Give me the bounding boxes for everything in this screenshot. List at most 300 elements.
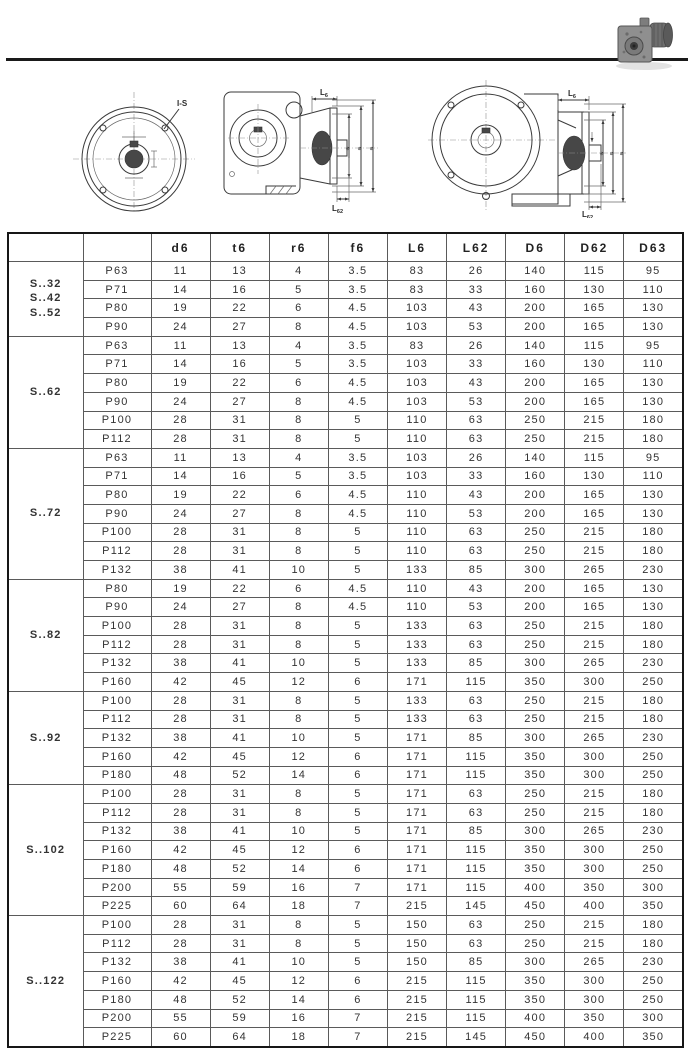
value-cell: 265 bbox=[565, 729, 624, 748]
value-cell: 400 bbox=[506, 878, 565, 897]
value-cell: 103 bbox=[387, 448, 446, 467]
value-cell: 53 bbox=[447, 392, 506, 411]
motor-size-cell: P132 bbox=[83, 561, 151, 580]
value-cell: 200 bbox=[506, 598, 565, 617]
value-cell: 250 bbox=[506, 617, 565, 636]
value-cell: 52 bbox=[210, 990, 269, 1009]
value-cell: 200 bbox=[506, 486, 565, 505]
value-cell: 103 bbox=[387, 374, 446, 393]
value-cell: 350 bbox=[506, 860, 565, 879]
callout-leader bbox=[164, 109, 179, 129]
value-cell: 250 bbox=[624, 841, 683, 860]
series-group-cell bbox=[8, 785, 83, 916]
value-cell: 14 bbox=[269, 860, 328, 879]
value-cell: 115 bbox=[447, 972, 506, 991]
value-cell: 300 bbox=[506, 822, 565, 841]
value-cell: 250 bbox=[506, 710, 565, 729]
value-cell: 31 bbox=[210, 916, 269, 935]
value-cell: 95 bbox=[624, 262, 683, 281]
value-cell: 215 bbox=[565, 542, 624, 561]
value-cell: 110 bbox=[387, 598, 446, 617]
value-cell: 180 bbox=[624, 710, 683, 729]
motor-size-cell: P63 bbox=[83, 336, 151, 355]
value-cell: 26 bbox=[447, 262, 506, 281]
motor-size-cell: P132 bbox=[83, 822, 151, 841]
value-cell: 43 bbox=[447, 486, 506, 505]
value-cell: 18 bbox=[269, 1028, 328, 1047]
column-header-D6: D6 bbox=[506, 233, 565, 262]
series-group-cell bbox=[8, 916, 83, 1047]
value-cell: 230 bbox=[624, 822, 683, 841]
value-cell: 215 bbox=[565, 934, 624, 953]
value-cell: 5 bbox=[328, 691, 387, 710]
value-cell: 31 bbox=[210, 710, 269, 729]
table-row bbox=[8, 486, 683, 505]
value-cell: 4.5 bbox=[328, 318, 387, 337]
value-cell: 300 bbox=[565, 972, 624, 991]
value-cell: 300 bbox=[565, 747, 624, 766]
value-cell: 5 bbox=[328, 803, 387, 822]
value-cell: 14 bbox=[269, 766, 328, 785]
value-cell: 8 bbox=[269, 598, 328, 617]
motor-size-cell: P71 bbox=[83, 355, 151, 374]
value-cell: 250 bbox=[506, 635, 565, 654]
value-cell: 8 bbox=[269, 411, 328, 430]
value-cell: 11 bbox=[151, 262, 210, 281]
value-cell: 52 bbox=[210, 766, 269, 785]
value-cell: 200 bbox=[506, 392, 565, 411]
value-cell: 5 bbox=[328, 542, 387, 561]
diameter-symbol: ⌀ bbox=[358, 146, 362, 152]
series-label: S..82 bbox=[29, 628, 62, 641]
motor-size-cell: P100 bbox=[83, 617, 151, 636]
motor-size-cell: P90 bbox=[83, 318, 151, 337]
value-cell: 95 bbox=[624, 448, 683, 467]
value-cell: 133 bbox=[387, 710, 446, 729]
value-cell: 5 bbox=[328, 934, 387, 953]
value-cell: 115 bbox=[565, 262, 624, 281]
value-cell: 63 bbox=[447, 691, 506, 710]
value-cell: 14 bbox=[151, 355, 210, 374]
value-cell: 5 bbox=[328, 635, 387, 654]
value-cell: 26 bbox=[447, 448, 506, 467]
value-cell: 7 bbox=[328, 897, 387, 916]
value-cell: 28 bbox=[151, 617, 210, 636]
value-cell: 300 bbox=[565, 990, 624, 1009]
value-cell: 10 bbox=[269, 953, 328, 972]
table-row bbox=[8, 916, 683, 935]
value-cell: 14 bbox=[151, 467, 210, 486]
value-cell: 28 bbox=[151, 430, 210, 449]
value-cell: 38 bbox=[151, 729, 210, 748]
value-cell: 103 bbox=[387, 318, 446, 337]
diameter-symbol: ⌀ bbox=[610, 151, 614, 157]
motor-size-cell: P71 bbox=[83, 280, 151, 299]
value-cell: 140 bbox=[506, 262, 565, 281]
value-cell: 5 bbox=[328, 822, 387, 841]
value-cell: 24 bbox=[151, 504, 210, 523]
value-cell: 450 bbox=[506, 897, 565, 916]
series-group-cell bbox=[8, 336, 83, 448]
motor-size-cell: P200 bbox=[83, 1009, 151, 1028]
value-cell: 250 bbox=[624, 990, 683, 1009]
value-cell: 250 bbox=[506, 803, 565, 822]
value-cell: 63 bbox=[447, 542, 506, 561]
value-cell: 8 bbox=[269, 691, 328, 710]
value-cell: 31 bbox=[210, 785, 269, 804]
value-cell: 28 bbox=[151, 542, 210, 561]
value-cell: 400 bbox=[565, 897, 624, 916]
value-cell: 110 bbox=[387, 579, 446, 598]
value-cell: 130 bbox=[624, 504, 683, 523]
value-cell: 28 bbox=[151, 803, 210, 822]
motor-size-cell: P132 bbox=[83, 654, 151, 673]
value-cell: 215 bbox=[565, 430, 624, 449]
value-cell: 200 bbox=[506, 579, 565, 598]
value-cell: 133 bbox=[387, 691, 446, 710]
value-cell: 14 bbox=[269, 990, 328, 1009]
value-cell: 19 bbox=[151, 299, 210, 318]
value-cell: 14 bbox=[151, 280, 210, 299]
value-cell: 28 bbox=[151, 934, 210, 953]
value-cell: 171 bbox=[387, 822, 446, 841]
value-cell: 41 bbox=[210, 729, 269, 748]
value-cell: 133 bbox=[387, 561, 446, 580]
motor-size-cell: P112 bbox=[83, 803, 151, 822]
value-cell: 103 bbox=[387, 392, 446, 411]
value-cell: 55 bbox=[151, 878, 210, 897]
table-row bbox=[8, 523, 683, 542]
diameter-symbol: ⌀ bbox=[370, 146, 374, 152]
value-cell: 200 bbox=[506, 318, 565, 337]
value-cell: 110 bbox=[624, 280, 683, 299]
value-cell: 6 bbox=[328, 972, 387, 991]
value-cell: 63 bbox=[447, 430, 506, 449]
value-cell: 300 bbox=[624, 1009, 683, 1028]
value-cell: 110 bbox=[387, 486, 446, 505]
value-cell: 171 bbox=[387, 729, 446, 748]
value-cell: 350 bbox=[506, 766, 565, 785]
value-cell: 250 bbox=[506, 785, 565, 804]
value-cell: 12 bbox=[269, 841, 328, 860]
value-cell: 4.5 bbox=[328, 299, 387, 318]
value-cell: 180 bbox=[624, 523, 683, 542]
value-cell: 45 bbox=[210, 673, 269, 692]
value-cell: 5 bbox=[328, 953, 387, 972]
value-cell: 31 bbox=[210, 934, 269, 953]
value-cell: 250 bbox=[624, 972, 683, 991]
value-cell: 5 bbox=[328, 561, 387, 580]
value-cell: 250 bbox=[506, 934, 565, 953]
value-cell: 6 bbox=[328, 990, 387, 1009]
value-cell: 103 bbox=[387, 299, 446, 318]
value-cell: 115 bbox=[447, 990, 506, 1009]
series-label: S..62 bbox=[29, 385, 62, 398]
value-cell: 10 bbox=[269, 561, 328, 580]
value-cell: 3.5 bbox=[328, 448, 387, 467]
value-cell: 48 bbox=[151, 990, 210, 1009]
table-row bbox=[8, 972, 683, 991]
value-cell: 53 bbox=[447, 504, 506, 523]
table-row bbox=[8, 785, 683, 804]
value-cell: 5 bbox=[269, 280, 328, 299]
value-cell: 31 bbox=[210, 691, 269, 710]
motor-size-cell: P100 bbox=[83, 411, 151, 430]
value-cell: 300 bbox=[565, 841, 624, 860]
value-cell: 4 bbox=[269, 448, 328, 467]
value-cell: 59 bbox=[210, 1009, 269, 1028]
table-row bbox=[8, 262, 683, 281]
value-cell: 8 bbox=[269, 523, 328, 542]
value-cell: 10 bbox=[269, 729, 328, 748]
value-cell: 16 bbox=[210, 355, 269, 374]
table-row bbox=[8, 897, 683, 916]
value-cell: 63 bbox=[447, 785, 506, 804]
motor-size-cell: P160 bbox=[83, 841, 151, 860]
value-cell: 4 bbox=[269, 262, 328, 281]
table-row bbox=[8, 803, 683, 822]
table-row bbox=[8, 654, 683, 673]
value-cell: 130 bbox=[624, 579, 683, 598]
value-cell: 130 bbox=[624, 374, 683, 393]
value-cell: 130 bbox=[565, 467, 624, 486]
motor-size-cell: P112 bbox=[83, 430, 151, 449]
motor-size-cell: P100 bbox=[83, 916, 151, 935]
value-cell: 28 bbox=[151, 635, 210, 654]
worm-gearbox-side-view-drawing bbox=[208, 78, 390, 215]
value-cell: 110 bbox=[624, 467, 683, 486]
value-cell: 16 bbox=[210, 280, 269, 299]
value-cell: 83 bbox=[387, 336, 446, 355]
value-cell: 215 bbox=[387, 990, 446, 1009]
motor-size-cell: P100 bbox=[83, 691, 151, 710]
value-cell: 130 bbox=[624, 598, 683, 617]
value-cell: 215 bbox=[565, 803, 624, 822]
value-cell: 110 bbox=[624, 355, 683, 374]
value-cell: 48 bbox=[151, 766, 210, 785]
value-cell: 103 bbox=[387, 355, 446, 374]
value-cell: 45 bbox=[210, 747, 269, 766]
motor-size-cell: P80 bbox=[83, 579, 151, 598]
flange-front-view-drawing bbox=[58, 78, 210, 215]
value-cell: 28 bbox=[151, 523, 210, 542]
value-cell: 12 bbox=[269, 972, 328, 991]
value-cell: 115 bbox=[447, 673, 506, 692]
value-cell: 43 bbox=[447, 579, 506, 598]
value-cell: 7 bbox=[328, 1009, 387, 1028]
value-cell: 18 bbox=[269, 897, 328, 916]
value-cell: 31 bbox=[210, 803, 269, 822]
value-cell: 215 bbox=[565, 635, 624, 654]
value-cell: 215 bbox=[565, 916, 624, 935]
series-label: S..32 bbox=[29, 277, 62, 290]
column-header-d6: d6 bbox=[151, 233, 210, 262]
value-cell: 19 bbox=[151, 486, 210, 505]
value-cell: 19 bbox=[151, 579, 210, 598]
motor-size-cell: P180 bbox=[83, 860, 151, 879]
value-cell: 250 bbox=[624, 860, 683, 879]
value-cell: 115 bbox=[565, 448, 624, 467]
value-cell: 5 bbox=[328, 785, 387, 804]
value-cell: 22 bbox=[210, 299, 269, 318]
value-cell: 230 bbox=[624, 729, 683, 748]
table-row bbox=[8, 617, 683, 636]
value-cell: 53 bbox=[447, 598, 506, 617]
motor-size-cell: P160 bbox=[83, 972, 151, 991]
keyway bbox=[130, 141, 138, 147]
header-rule bbox=[6, 58, 688, 61]
value-cell: 42 bbox=[151, 673, 210, 692]
value-cell: 115 bbox=[447, 766, 506, 785]
dim-label-L62: $L_{62}$ bbox=[582, 210, 594, 218]
table-row bbox=[8, 467, 683, 486]
motor-size-cell: P132 bbox=[83, 953, 151, 972]
value-cell: 28 bbox=[151, 691, 210, 710]
table-row bbox=[8, 430, 683, 449]
value-cell: 160 bbox=[506, 467, 565, 486]
value-cell: 5 bbox=[328, 710, 387, 729]
value-cell: 16 bbox=[269, 1009, 328, 1028]
value-cell: 4.5 bbox=[328, 486, 387, 505]
value-cell: 6 bbox=[269, 299, 328, 318]
motor-size-cell: P160 bbox=[83, 673, 151, 692]
value-cell: 95 bbox=[624, 336, 683, 355]
table-row bbox=[8, 747, 683, 766]
value-cell: 41 bbox=[210, 822, 269, 841]
value-cell: 180 bbox=[624, 934, 683, 953]
housing-outline bbox=[512, 94, 558, 204]
table-row bbox=[8, 934, 683, 953]
value-cell: 42 bbox=[151, 747, 210, 766]
value-cell: 42 bbox=[151, 841, 210, 860]
value-cell: 5 bbox=[328, 430, 387, 449]
value-cell: 3.5 bbox=[328, 355, 387, 374]
table-row bbox=[8, 1009, 683, 1028]
motor-size-cell: P112 bbox=[83, 635, 151, 654]
value-cell: 250 bbox=[506, 523, 565, 542]
value-cell: 31 bbox=[210, 542, 269, 561]
value-cell: 110 bbox=[387, 411, 446, 430]
value-cell: 5 bbox=[328, 729, 387, 748]
motor-size-cell: P80 bbox=[83, 486, 151, 505]
value-cell: 350 bbox=[624, 897, 683, 916]
value-cell: 8 bbox=[269, 803, 328, 822]
value-cell: 85 bbox=[447, 822, 506, 841]
value-cell: 85 bbox=[447, 953, 506, 972]
dimensions-table bbox=[7, 232, 684, 1048]
value-cell: 31 bbox=[210, 430, 269, 449]
value-cell: 6 bbox=[269, 486, 328, 505]
value-cell: 350 bbox=[506, 673, 565, 692]
value-cell: 3.5 bbox=[328, 467, 387, 486]
motor-size-cell: P100 bbox=[83, 523, 151, 542]
motor-size-cell: P90 bbox=[83, 392, 151, 411]
value-cell: 200 bbox=[506, 504, 565, 523]
value-cell: 63 bbox=[447, 411, 506, 430]
value-cell: 130 bbox=[624, 299, 683, 318]
motor-size-cell: P63 bbox=[83, 262, 151, 281]
column-header-D62: D62 bbox=[565, 233, 624, 262]
value-cell: 130 bbox=[565, 280, 624, 299]
motor-size-cell: P112 bbox=[83, 542, 151, 561]
motor-size-cell: P200 bbox=[83, 878, 151, 897]
value-cell: 24 bbox=[151, 318, 210, 337]
value-cell: 300 bbox=[506, 654, 565, 673]
table-row bbox=[8, 1028, 683, 1047]
value-cell: 300 bbox=[506, 953, 565, 972]
value-cell: 13 bbox=[210, 262, 269, 281]
column-header-t6: t6 bbox=[210, 233, 269, 262]
value-cell: 300 bbox=[565, 860, 624, 879]
motor-size-cell: P112 bbox=[83, 710, 151, 729]
table-row bbox=[8, 392, 683, 411]
value-cell: 60 bbox=[151, 897, 210, 916]
value-cell: 4.5 bbox=[328, 504, 387, 523]
table-row bbox=[8, 579, 683, 598]
value-cell: 165 bbox=[565, 318, 624, 337]
value-cell: 45 bbox=[210, 841, 269, 860]
value-cell: 265 bbox=[565, 654, 624, 673]
table-row bbox=[8, 990, 683, 1009]
value-cell: 63 bbox=[447, 916, 506, 935]
value-cell: 28 bbox=[151, 710, 210, 729]
table-row bbox=[8, 374, 683, 393]
dim-label-L6: $L_6$ bbox=[568, 89, 576, 100]
value-cell: 171 bbox=[387, 785, 446, 804]
motor-size-cell: P180 bbox=[83, 990, 151, 1009]
value-cell: 230 bbox=[624, 654, 683, 673]
value-cell: 171 bbox=[387, 747, 446, 766]
value-cell: 200 bbox=[506, 374, 565, 393]
value-cell: 350 bbox=[506, 990, 565, 1009]
table-row bbox=[8, 841, 683, 860]
value-cell: 150 bbox=[387, 934, 446, 953]
value-cell: 3.5 bbox=[328, 262, 387, 281]
value-cell: 180 bbox=[624, 785, 683, 804]
value-cell: 265 bbox=[565, 953, 624, 972]
value-cell: 33 bbox=[447, 467, 506, 486]
value-cell: 6 bbox=[328, 841, 387, 860]
value-cell: 171 bbox=[387, 841, 446, 860]
value-cell: 450 bbox=[506, 1028, 565, 1047]
value-cell: 38 bbox=[151, 822, 210, 841]
value-cell: 6 bbox=[328, 860, 387, 879]
value-cell: 350 bbox=[624, 1028, 683, 1047]
value-cell: 215 bbox=[565, 523, 624, 542]
value-cell: 4.5 bbox=[328, 392, 387, 411]
series-label: S..52 bbox=[29, 307, 62, 320]
value-cell: 8 bbox=[269, 617, 328, 636]
value-cell: 38 bbox=[151, 953, 210, 972]
motor-size-cell: P160 bbox=[83, 747, 151, 766]
value-cell: 4 bbox=[269, 336, 328, 355]
value-cell: 133 bbox=[387, 635, 446, 654]
table-row bbox=[8, 504, 683, 523]
value-cell: 171 bbox=[387, 878, 446, 897]
value-cell: 45 bbox=[210, 972, 269, 991]
value-cell: 8 bbox=[269, 392, 328, 411]
value-cell: 63 bbox=[447, 617, 506, 636]
value-cell: 60 bbox=[151, 1028, 210, 1047]
value-cell: 145 bbox=[447, 897, 506, 916]
column-header-r6: r6 bbox=[269, 233, 328, 262]
value-cell: 133 bbox=[387, 654, 446, 673]
table-row bbox=[8, 598, 683, 617]
value-cell: 63 bbox=[447, 803, 506, 822]
value-cell: 64 bbox=[210, 897, 269, 916]
value-cell: 130 bbox=[624, 486, 683, 505]
value-cell: 250 bbox=[506, 411, 565, 430]
